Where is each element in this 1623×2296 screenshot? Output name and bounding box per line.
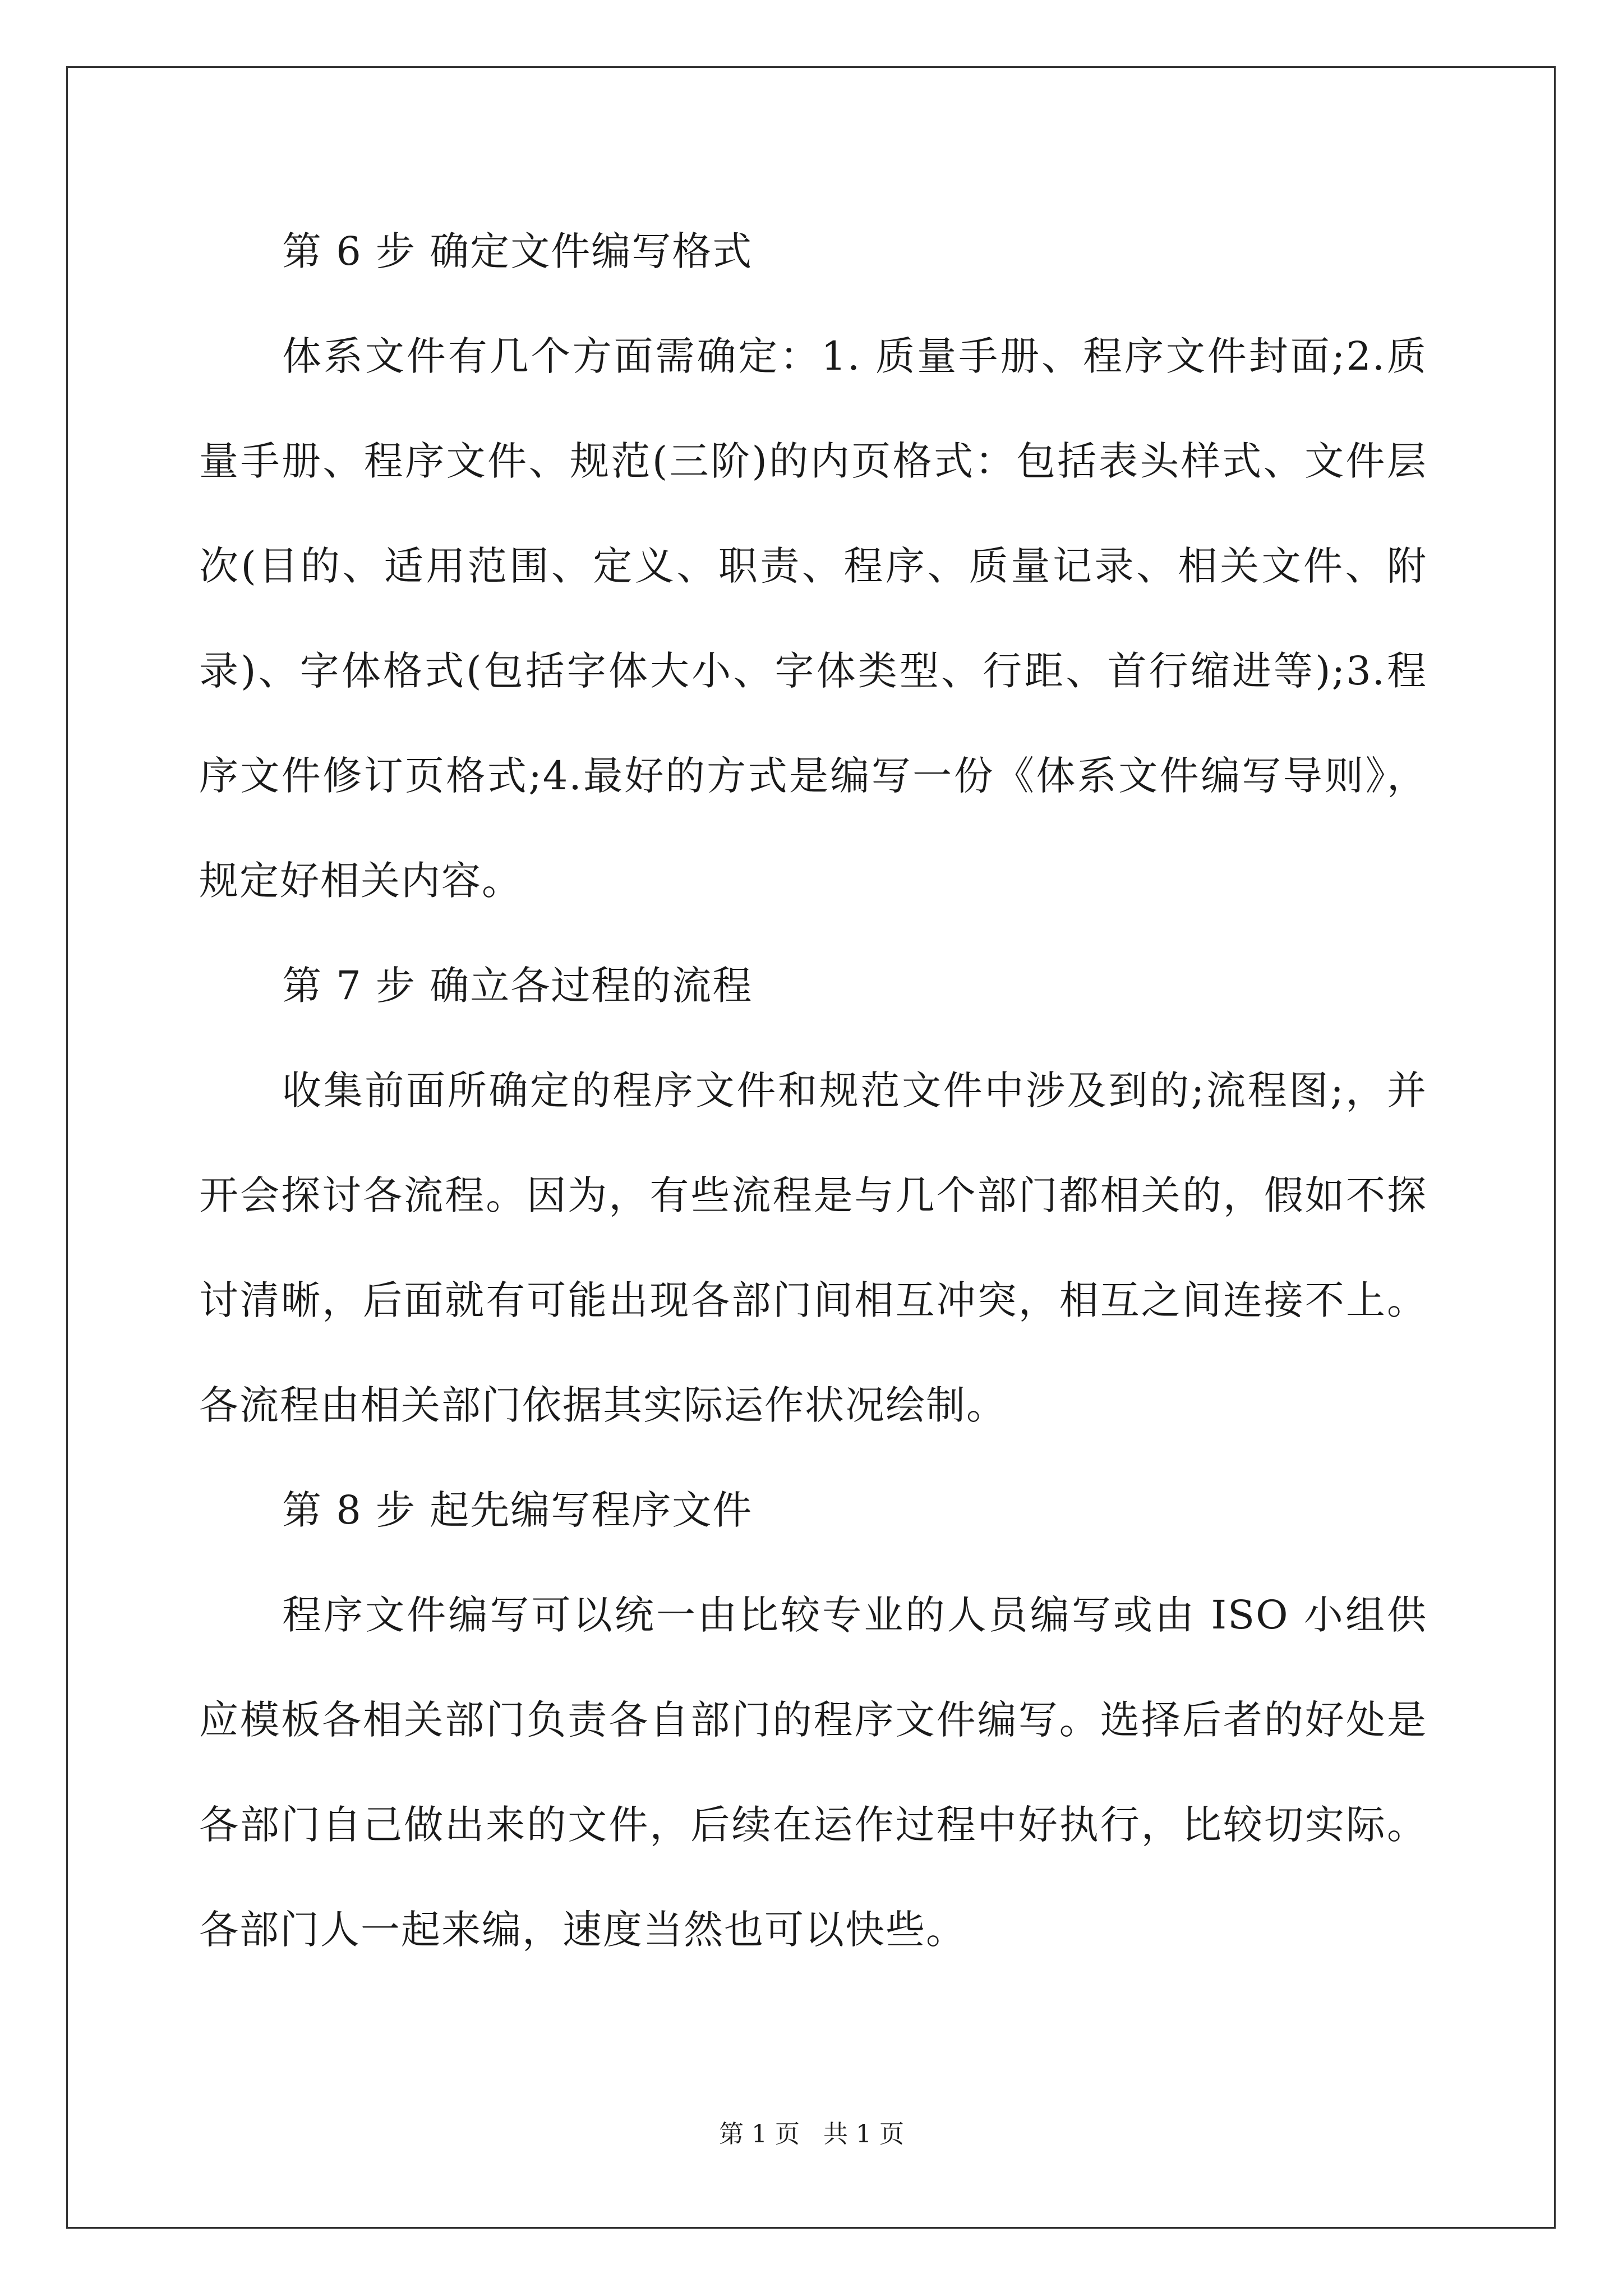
page-total: 共 1 页 [823, 2120, 904, 2148]
page-number: 第 1 页 [719, 2120, 800, 2148]
page-footer [0, 2118, 1623, 2151]
section-body-step-6: 体系文件有几个方面需确定：1. 质量手册、程序文件封面;2.质量手册、程序文件、规范(三阶)的内页格式：包括表头样式、文件层次(目的、适用范围、定义、职责、程序、质量记录、相关文件、附录)、字体格式(包括字体大小、字体类型、行距、首行缩进等);3.程序文件修订页格式;4.最好的方式是编写一份《体系文件编写导则》，规定好相关内容。 [199, 333, 1427, 904]
section-heading-step-6: 第 6 步 确定文件编写格式 [282, 228, 753, 274]
section-body-step-8: 程序文件编写可以统一由比较专业的人员编写或由 ISO 小组供应模板各相关部门负责各自部门的程序文件编写。选择后者的好处是各部门自己做出来的文件，后续在运作过程中好执行，比较切实际。各部门人一起来编，速度当然也可以快些。 [199, 1592, 1427, 1953]
footer-spacer [800, 2120, 823, 2148]
section-heading-step-8: 第 8 步 起先编写程序文件 [282, 1487, 753, 1533]
document-body [199, 199, 1427, 1982]
section-heading-step-7: 第 7 步 确立各过程的流程 [282, 963, 753, 1009]
section-body-step-7: 收集前面所确定的程序文件和规范文件中涉及到的;流程图;，并开会探讨各流程。因为，有些流程是与几个部门都相关的，假如不探讨清晰，后面就有可能出现各部门间相互冲突，相互之间连接不上。各流程由相关部门依据其实际运作状况绘制。 [199, 1068, 1427, 1428]
